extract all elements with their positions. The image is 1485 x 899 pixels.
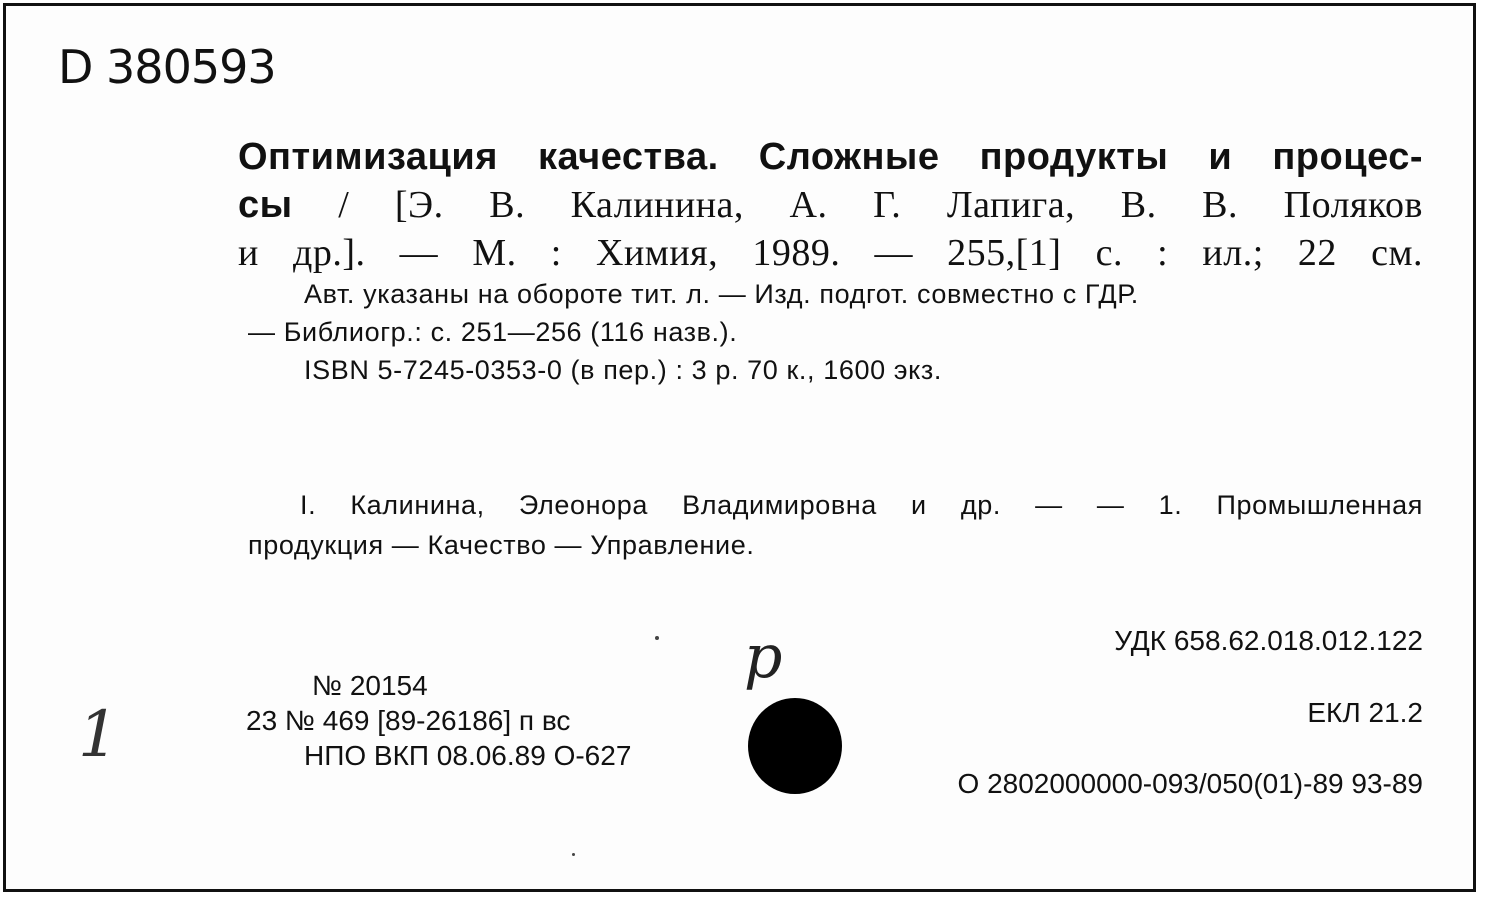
handwritten-left-mark: 1 xyxy=(78,698,119,772)
isbn-line: ISBN 5-7245-0353-0 (в пер.) : 3 р. 70 к., 1600 экз. xyxy=(304,355,942,385)
title-line-1 xyxy=(238,133,1423,181)
udk-code: УДК 658.62.018.012.122 xyxy=(1114,625,1423,656)
handwritten-top-mark: р xyxy=(744,622,783,692)
order-number-2: 23 № 469 [89-26186] п вс xyxy=(246,705,571,736)
tracings-block xyxy=(248,485,1423,565)
tracing-line: продукция — Качество — Управление. xyxy=(248,530,755,560)
note-line: — Библиогр.: с. 251—256 (116 назв.). xyxy=(248,317,738,347)
tracing-line: I. Калинина, Элеонора Владимировна и др. — — 1. Промышленная xyxy=(300,490,1423,520)
title-regular-part: / [Э. В. Калинина, А. Г. Лапига, В. В. Поляков xyxy=(292,184,1423,226)
title-line-2 xyxy=(238,181,1423,229)
notes-block xyxy=(248,275,1423,389)
scan-speck xyxy=(572,853,575,856)
title-line-3 xyxy=(238,229,1423,277)
order-number-3: НПО ВКП 08.06.89 О-627 xyxy=(304,740,632,771)
call-number: D 380593 xyxy=(58,40,276,94)
ekl-code: ЕКЛ 21.2 xyxy=(1307,697,1423,728)
title-bold-part: сы xyxy=(238,184,293,226)
note-line: Авт. указаны на обороте тит. л. — Изд. подгот. совместно с ГДР. xyxy=(304,279,1139,309)
title-regular-part: и др.]. — М. : Химия, 1989. — 255,[1] с. : ил.; 22 см. xyxy=(238,232,1423,274)
punch-dot xyxy=(748,698,842,794)
title-block xyxy=(238,133,1423,277)
title-bold-part: Оптимизация качества. Сложные продукты и процес- xyxy=(238,136,1423,178)
scan-speck xyxy=(655,636,659,640)
order-number-1: № 20154 xyxy=(312,670,428,701)
publication-code: О 2802000000-093/050(01)-89 93-89 xyxy=(957,768,1423,799)
